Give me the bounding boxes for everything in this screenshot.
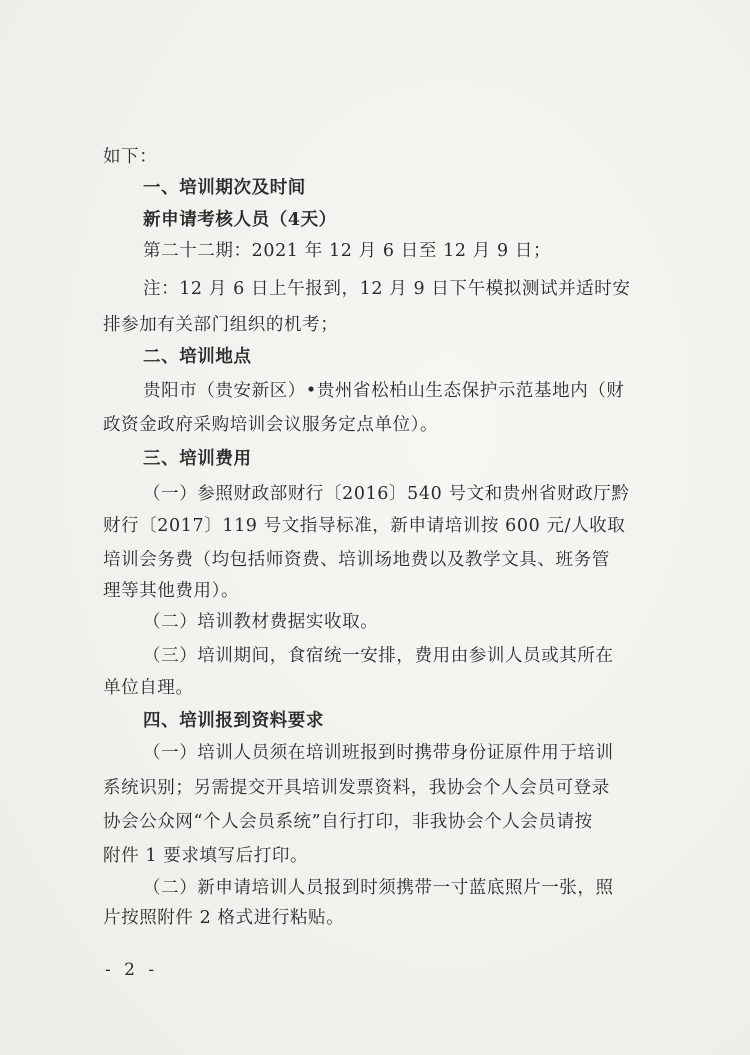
text-line: 财行〔2017〕119 号文指导标准，新申请培训按 600 元/人收取 bbox=[103, 516, 626, 536]
section-heading: 二、培训地点 bbox=[143, 347, 252, 367]
subheading: 新申请考核人员（4天） bbox=[143, 210, 337, 230]
section-heading: 一、培训期次及时间 bbox=[143, 178, 306, 198]
text-line: 片按照附件 2 格式进行粘贴。 bbox=[103, 908, 345, 928]
text-line: 理等其他费用）。 bbox=[103, 581, 240, 601]
text-line: （一）培训人员须在培训班报到时携带身份证原件用于培训 bbox=[143, 743, 614, 763]
text-line: 贵阳市（贵安新区）•贵州省松柏山生态保护示范基地内（财 bbox=[143, 381, 625, 401]
text-line: 如下： bbox=[103, 147, 158, 167]
text-line: 单位自理。 bbox=[103, 678, 194, 698]
section-heading: 四、培训报到资料要求 bbox=[143, 711, 324, 731]
text-line: 第二十二期：2021 年 12 月 6 日至 12 月 9 日； bbox=[143, 241, 552, 261]
text-line: 系统识别；另需提交开具培训发票资料，我协会个人会员可登录 bbox=[103, 778, 610, 798]
text-line: 协会公众网“个人会员系统”自行打印，非我协会个人会员请按 bbox=[103, 812, 593, 832]
text-line: 政资金政府采购培训会议服务定点单位）。 bbox=[103, 415, 439, 435]
text-line: （一）参照财政部财行〔2016〕540 号文和贵州省财政厅黔 bbox=[143, 484, 630, 504]
text-line: 培训会务费（均包括师资费、培训场地费以及教学文具、班务管 bbox=[103, 550, 610, 570]
text-line: 排参加有关部门组织的机考； bbox=[103, 315, 339, 335]
section-heading: 三、培训费用 bbox=[143, 449, 252, 469]
page-number: - 2 - bbox=[105, 960, 159, 980]
text-line: （二）培训教材费据实收取。 bbox=[143, 612, 379, 632]
text-line: 附件 1 要求填写后打印。 bbox=[103, 846, 309, 866]
text-line: 注：12 月 6 日上午报到，12 月 9 日下午模拟测试并适时安 bbox=[143, 279, 631, 299]
text-line: （二）新申请培训人员报到时须携带一寸蓝底照片一张，照 bbox=[143, 878, 614, 898]
text-line: （三）培训期间，食宿统一安排，费用由参训人员或其所在 bbox=[143, 646, 614, 666]
